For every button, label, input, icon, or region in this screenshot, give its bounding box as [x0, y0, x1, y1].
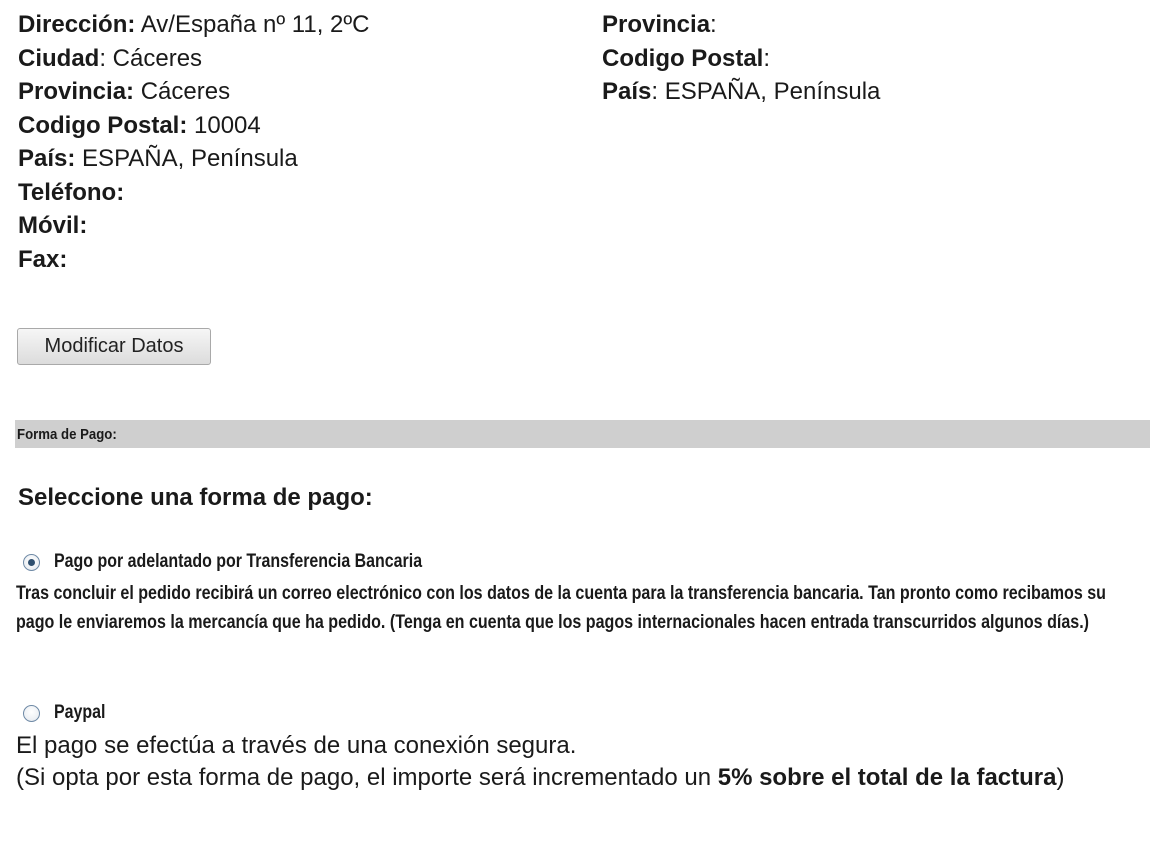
paypal-surcharge-amount: 5% sobre el total de la factura	[717, 764, 1057, 791]
movil-label: Móvil:	[18, 212, 88, 239]
direccion-line	[18, 8, 370, 42]
shipping-address	[602, 8, 880, 109]
pais-value: ESPAÑA, Península	[82, 145, 298, 172]
ciudad-separator: :	[99, 44, 106, 72]
paypal-label[interactable]: Paypal	[54, 702, 106, 723]
pais-label: País:	[18, 145, 76, 172]
payment-method-heading: Seleccione una forma de pago:	[18, 484, 373, 511]
fax-line	[18, 243, 370, 277]
paypal-description	[16, 730, 1116, 794]
payment-option-bank-transfer[interactable]	[23, 551, 492, 573]
shipping-provincia-label: Provincia	[602, 11, 711, 38]
shipping-pais-value: ESPAÑA, Península	[664, 78, 881, 105]
direccion-value: Av/España nº 11, 2ºC	[140, 11, 370, 38]
bank-transfer-radio[interactable]	[23, 554, 40, 571]
paypal-surcharge-post: )	[1056, 764, 1065, 791]
bank-transfer-label[interactable]: Pago por adelantado por Transferencia Bancaria	[54, 551, 423, 572]
shipping-provincia-line	[602, 8, 880, 42]
provincia-line	[18, 75, 370, 109]
ciudad-value: Cáceres	[112, 44, 203, 72]
provincia-value: Cáceres	[140, 78, 231, 105]
telefono-line	[18, 176, 370, 210]
modify-data-button[interactable]: Modificar Datos	[17, 328, 211, 365]
movil-line	[18, 209, 370, 243]
shipping-pais-line	[602, 75, 880, 109]
fax-label: Fax:	[18, 245, 68, 273]
shipping-codigo-postal-separator: :	[763, 44, 771, 72]
paypal-radio[interactable]	[23, 705, 40, 722]
shipping-codigo-postal-line	[602, 42, 880, 76]
codigo-postal-label: Codigo Postal:	[18, 111, 188, 139]
payment-section-bar	[15, 420, 1150, 448]
shipping-pais-separator: :	[651, 78, 659, 105]
payment-option-paypal[interactable]	[23, 702, 115, 724]
codigo-postal-value: 10004	[194, 111, 261, 139]
shipping-codigo-postal-label: Codigo Postal	[602, 44, 764, 72]
ciudad-label: Ciudad	[18, 44, 100, 72]
payment-section-title: Forma de Pago:	[17, 426, 117, 443]
direccion-label: Dirección:	[18, 11, 136, 38]
ciudad-line	[18, 42, 370, 76]
paypal-surcharge-pre: (Si opta por esta forma de pago, el importe será incrementado un	[16, 764, 718, 791]
telefono-label: Teléfono:	[18, 178, 125, 206]
pais-line	[18, 142, 370, 176]
paypal-surcharge-note	[16, 762, 1116, 794]
billing-address	[18, 8, 370, 276]
codigo-postal-line	[18, 109, 370, 143]
provincia-label: Provincia:	[18, 78, 135, 105]
paypal-secure-note: El pago se efectúa a través de una conexión segura.	[16, 732, 577, 759]
shipping-pais-label: País	[602, 78, 652, 105]
shipping-provincia-separator: :	[710, 11, 717, 38]
bank-transfer-description: Tras concluir el pedido recibirá un correo electrónico con los datos de la cuenta para la transferencia bancaria. Tan pronto como recibamos su pago le enviaremos la mercancía que ha pedido. (Tenga en cuenta que los pagos internacionales hacen entrada transcurridos algunos días.)	[16, 583, 1106, 633]
